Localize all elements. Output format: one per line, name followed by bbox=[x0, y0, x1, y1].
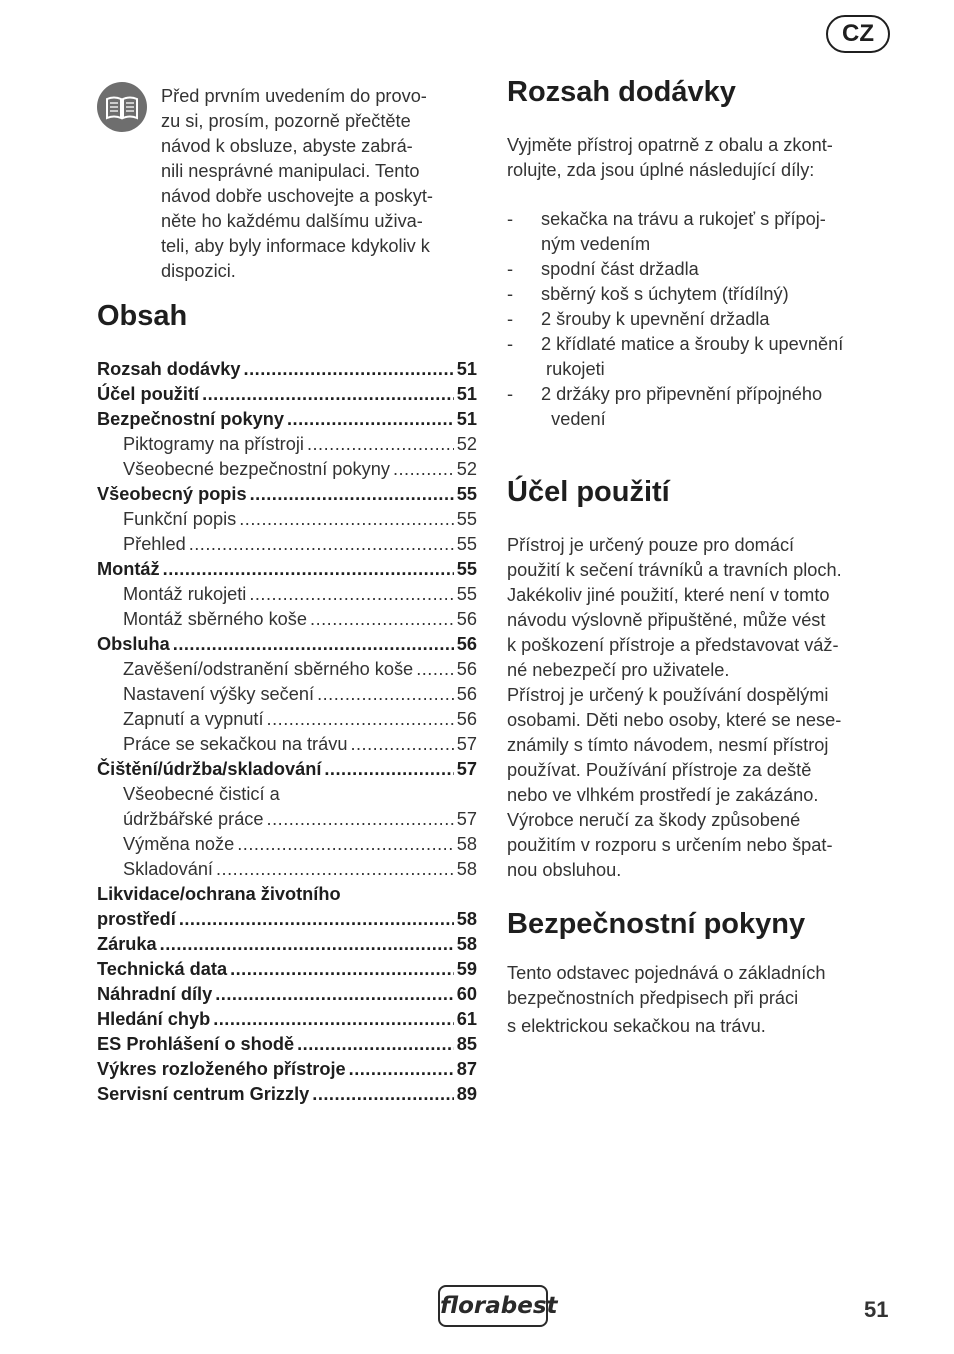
toc-entry-label: Všeobecný popis bbox=[97, 484, 247, 504]
toc-entry-label: Rozsah dodávky bbox=[97, 359, 241, 379]
toc-entry-label: Záruka bbox=[97, 934, 157, 954]
toc-entry-label: údržbářské práce bbox=[123, 809, 264, 829]
toc-entry-page: 56 bbox=[456, 659, 477, 679]
toc-entry-label: Skladování bbox=[123, 859, 213, 879]
list-dash: - bbox=[507, 309, 514, 329]
purpose-line: Přístroj je určený k používání dospělými bbox=[507, 685, 829, 705]
intro-line: něte ho každému dalšímu uživa- bbox=[161, 211, 423, 231]
toc-leader-dots bbox=[267, 707, 454, 732]
toc-entry-page: 55 bbox=[456, 509, 477, 529]
scope-intro-line: rolujte, zda jsou úplné následující díly: bbox=[507, 160, 815, 180]
purpose-heading: Účel použití bbox=[507, 476, 670, 508]
safety-line: bezpečnostních předpisech při práci bbox=[507, 988, 799, 1008]
safety-text bbox=[507, 961, 826, 1039]
scope-list-text: sběrný koš s úchytem (třídílný) bbox=[541, 284, 789, 304]
scope-list-item bbox=[507, 407, 843, 432]
toc-entry-label: Nastavení výšky sečení bbox=[123, 684, 315, 704]
list-dash: - bbox=[507, 334, 514, 354]
toc-leader-dots bbox=[324, 757, 453, 782]
scope-list-text: sekačka na trávu a rukojeť s přípoj- bbox=[541, 209, 826, 229]
purpose-line: né nebezpečí pro uživatele. bbox=[507, 660, 730, 680]
intro-line: Před prvním uvedením do provo- bbox=[161, 86, 427, 106]
toc-leader-dots bbox=[416, 657, 454, 682]
toc-entry-page: 55 bbox=[456, 559, 477, 579]
toc-entry-label: Funkční popis bbox=[123, 509, 237, 529]
toc-leader-dots bbox=[202, 382, 454, 407]
intro-line: návod k obsluze, abyste zabrá- bbox=[161, 136, 413, 156]
scope-list-text: vedení bbox=[541, 409, 606, 429]
purpose-text bbox=[507, 533, 842, 883]
intro-notice bbox=[161, 84, 481, 284]
intro-line: zu si, prosím, pozorně přečtěte bbox=[161, 111, 411, 131]
toc-entry-label: prostředí bbox=[97, 909, 176, 929]
language-badge: CZ bbox=[826, 15, 890, 53]
toc-entry-label: Montáž bbox=[97, 559, 160, 579]
toc-entry-page: 58 bbox=[456, 934, 477, 954]
toc-leader-dots bbox=[179, 907, 454, 932]
toc-entry bbox=[97, 957, 477, 982]
toc-entry-label: Všeobecné čisticí a bbox=[123, 784, 280, 804]
toc-entry bbox=[97, 807, 477, 832]
toc-leader-dots bbox=[239, 507, 454, 532]
scope-list-text: 2 křídlaté matice a šrouby k upevnění bbox=[541, 334, 844, 354]
toc-entry-page: 51 bbox=[456, 359, 477, 379]
toc-leader-dots bbox=[189, 532, 454, 557]
scope-list-text: ným vedením bbox=[541, 234, 651, 254]
purpose-line: nou obsluhou. bbox=[507, 860, 622, 880]
toc-entry-page: 56 bbox=[456, 684, 477, 704]
purpose-line: nebo ve vlhkém prostředí je zakázáno. bbox=[507, 785, 819, 805]
toc-leader-dots bbox=[349, 1057, 454, 1082]
toc-entry-page: 57 bbox=[456, 809, 477, 829]
intro-line: teli, aby byly informace kdykoliv k bbox=[161, 236, 430, 256]
toc-entry bbox=[97, 932, 477, 957]
purpose-line: k poškození přístroje a představovat váž- bbox=[507, 635, 839, 655]
brand-logo: florabest bbox=[438, 1285, 548, 1327]
toc-leader-dots bbox=[307, 432, 454, 457]
toc-entry-label: Výkres rozloženého přístroje bbox=[97, 1059, 346, 1079]
toc-entry-label: Zavěšení/odstranění sběrného koše bbox=[123, 659, 414, 679]
toc-entry-page: 56 bbox=[456, 634, 477, 654]
scope-list-item bbox=[507, 307, 843, 332]
toc-entry bbox=[97, 507, 477, 532]
purpose-line: Jakékoliv jiné použití, které není v tomto bbox=[507, 585, 830, 605]
safety-line: s elektrickou sekačkou na trávu. bbox=[507, 1016, 766, 1036]
toc-entry-label: Práce se sekačkou na trávu bbox=[123, 734, 348, 754]
scope-list-item bbox=[507, 357, 843, 382]
purpose-line: známily s tímto návodem, nesmí přístroj bbox=[507, 735, 829, 755]
intro-line: návod dobře uschovejte a poskyt- bbox=[161, 186, 433, 206]
scope-list-item bbox=[507, 207, 843, 232]
toc-entry-page: 85 bbox=[456, 1034, 477, 1054]
scope-list-item bbox=[507, 332, 843, 357]
scope-list-text: 2 držáky pro připevnění přípojného bbox=[541, 384, 823, 404]
toc-entry-label: Hledání chyb bbox=[97, 1009, 211, 1029]
toc-entry-label: Čištění/údržba/skladování bbox=[97, 759, 322, 779]
toc-entry-page: 56 bbox=[456, 609, 477, 629]
intro-line: dispozici. bbox=[161, 261, 236, 281]
toc-entry bbox=[97, 757, 477, 782]
toc-entry bbox=[97, 1057, 477, 1082]
toc-leader-dots bbox=[230, 957, 454, 982]
purpose-line: použití k sečení trávníků a travních ploch. bbox=[507, 560, 842, 580]
list-dash: - bbox=[507, 259, 514, 279]
toc-entry bbox=[97, 457, 477, 482]
list-dash: - bbox=[507, 209, 514, 229]
toc-entry-label: Servisní centrum Grizzly bbox=[97, 1084, 310, 1104]
toc-leader-dots bbox=[160, 932, 454, 957]
toc-entry bbox=[97, 632, 477, 657]
toc-leader-dots bbox=[310, 607, 454, 632]
purpose-line: osobami. Děti nebo osoby, které se nese- bbox=[507, 710, 842, 730]
toc-leader-dots bbox=[215, 982, 454, 1007]
toc-entry-page: 56 bbox=[456, 709, 477, 729]
toc-entry-label: Technická data bbox=[97, 959, 228, 979]
toc-entry-page: 57 bbox=[456, 734, 477, 754]
toc-entry-page: 60 bbox=[456, 984, 477, 1004]
purpose-line: používat. Používání přístroje za deště bbox=[507, 760, 812, 780]
toc-entry-page: 58 bbox=[456, 859, 477, 879]
toc-entry-label: Montáž sběrného koše bbox=[123, 609, 308, 629]
toc-entry bbox=[97, 832, 477, 857]
scope-list-item bbox=[507, 382, 843, 407]
list-dash: - bbox=[507, 384, 514, 404]
safety-heading: Bezpečnostní pokyny bbox=[507, 908, 806, 940]
toc-leader-dots bbox=[287, 407, 454, 432]
toc-entry bbox=[97, 982, 477, 1007]
toc-entry bbox=[97, 557, 477, 582]
toc-entry-label: Zapnutí a vypnutí bbox=[123, 709, 264, 729]
purpose-line: Výrobce neručí za škody způsobené bbox=[507, 810, 801, 830]
toc-entry-page: 52 bbox=[456, 459, 477, 479]
toc-entry bbox=[97, 532, 477, 557]
scope-intro-line: Vyjměte přístroj opatrně z obalu a zkont- bbox=[507, 135, 833, 155]
toc-entry bbox=[97, 407, 477, 432]
toc-entry-page: 55 bbox=[456, 484, 477, 504]
book-icon bbox=[97, 82, 147, 132]
toc-entry bbox=[97, 382, 477, 407]
toc-heading: Obsah bbox=[97, 300, 188, 332]
toc-entry-label: Náhradní díly bbox=[97, 984, 213, 1004]
scope-list-text: rukojeti bbox=[541, 359, 605, 379]
toc-leader-dots bbox=[350, 732, 453, 757]
toc-entry-page: 52 bbox=[456, 434, 477, 454]
toc-leader-dots bbox=[297, 1032, 454, 1057]
scope-list-text: spodní část držadla bbox=[541, 259, 699, 279]
toc-entry-page: 61 bbox=[456, 1009, 477, 1029]
toc-entry-label: Přehled bbox=[123, 534, 186, 554]
toc-entry-label: Bezpečnostní pokyny bbox=[97, 409, 284, 429]
toc-leader-dots bbox=[250, 482, 454, 507]
purpose-line: návodu výslovně připuštěné, může vést bbox=[507, 610, 826, 630]
toc-entry bbox=[97, 682, 477, 707]
toc-entry-label: Obsluha bbox=[97, 634, 170, 654]
toc-entry bbox=[97, 907, 477, 932]
toc-entry-page: 58 bbox=[456, 909, 477, 929]
toc-entry bbox=[97, 1007, 477, 1032]
toc-entry-label: Výměna nože bbox=[123, 834, 235, 854]
intro-line: nili nesprávné manipulaci. Tento bbox=[161, 161, 420, 181]
toc-entry bbox=[97, 857, 477, 882]
toc-entry bbox=[97, 657, 477, 682]
toc-entry-label: ES Prohlášení o shodě bbox=[97, 1034, 295, 1054]
page-number: 51 bbox=[864, 1297, 889, 1322]
toc-entry-page: 57 bbox=[456, 759, 477, 779]
toc-leader-dots bbox=[173, 632, 454, 657]
purpose-line: použitím v rozporu s určením nebo špat- bbox=[507, 835, 833, 855]
list-dash: - bbox=[507, 284, 514, 304]
toc-leader-dots bbox=[244, 357, 454, 382]
toc-leader-dots bbox=[393, 457, 454, 482]
toc-entry-page: 58 bbox=[456, 834, 477, 854]
toc-entry-label: Všeobecné bezpečnostní pokyny bbox=[123, 459, 390, 479]
toc-leader-dots bbox=[267, 807, 454, 832]
scope-list-item bbox=[507, 257, 843, 282]
toc-entry-page: 59 bbox=[456, 959, 477, 979]
toc-leader-dots bbox=[216, 857, 454, 882]
scope-list-item bbox=[507, 232, 843, 257]
purpose-line: Přístroj je určený pouze pro domácí bbox=[507, 535, 795, 555]
toc-leader-dots bbox=[213, 1007, 454, 1032]
toc-entry bbox=[97, 782, 477, 807]
toc-entry bbox=[97, 882, 477, 907]
toc-entry bbox=[97, 432, 477, 457]
toc-entry-page: 51 bbox=[456, 384, 477, 404]
toc-entry-label: Likvidace/ochrana životního bbox=[97, 884, 341, 904]
toc-leader-dots bbox=[237, 832, 454, 857]
toc-leader-dots bbox=[249, 582, 453, 607]
toc-entry bbox=[97, 732, 477, 757]
toc-leader-dots bbox=[163, 557, 454, 582]
scope-heading: Rozsah dodávky bbox=[507, 76, 736, 108]
toc-entry bbox=[97, 1082, 477, 1107]
toc-leader-dots bbox=[317, 682, 454, 707]
toc-entry bbox=[97, 357, 477, 382]
scope-list-item bbox=[507, 282, 843, 307]
toc-entry-page: 89 bbox=[456, 1084, 477, 1104]
toc-entry-page: 55 bbox=[456, 534, 477, 554]
toc-entry-page: 87 bbox=[456, 1059, 477, 1079]
scope-list bbox=[507, 207, 843, 432]
scope-intro bbox=[507, 133, 833, 183]
safety-line: Tento odstavec pojednává o základních bbox=[507, 963, 826, 983]
toc-entry-label: Montáž rukojeti bbox=[123, 584, 247, 604]
toc-entry-label: Účel použití bbox=[97, 384, 200, 404]
toc-entry bbox=[97, 1032, 477, 1057]
toc-entry-page: 55 bbox=[456, 584, 477, 604]
toc-entry-label: Piktogramy na přístroji bbox=[123, 434, 304, 454]
table-of-contents bbox=[97, 357, 477, 1107]
toc-entry bbox=[97, 582, 477, 607]
scope-list-text: 2 šrouby k upevnění držadla bbox=[541, 309, 770, 329]
toc-leader-dots bbox=[312, 1082, 454, 1107]
toc-entry-page: 51 bbox=[456, 409, 477, 429]
toc-entry bbox=[97, 482, 477, 507]
toc-entry bbox=[97, 707, 477, 732]
toc-entry bbox=[97, 607, 477, 632]
